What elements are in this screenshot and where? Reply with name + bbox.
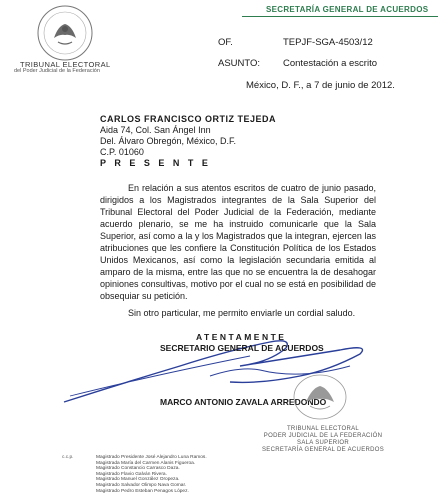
office-number-value: TEPJF-SGA-4503/12 — [283, 37, 373, 48]
cc-recipient: Magistrado Constancio Carrasco Daza. — [96, 466, 180, 472]
signer-name: MARCO ANTONIO ZAVALA ARREDONDO — [160, 397, 327, 407]
cc-recipient: Magistrada María del Carmen Alanis Figueroa. — [96, 460, 196, 466]
subject-value: Contestación a escrito — [283, 58, 377, 69]
address-line: Del. Álvaro Obregón, México, D.F. — [100, 136, 237, 146]
stamp-line: TRIBUNAL ELECTORAL — [286, 426, 360, 432]
cc-recipient: Magistrado Manuel González Oropeza. — [96, 477, 180, 483]
org-subtitle: del Poder Judicial de la Federación — [14, 68, 100, 74]
org-name: TRIBUNAL ELECTORAL — [20, 60, 111, 69]
recipient-address — [100, 114, 276, 169]
department-heading: SECRETARÍA GENERAL DE ACUERDOS — [266, 5, 429, 14]
cc-recipient: Magistrado Presidente José Alejandro Luna Ramos. — [96, 455, 207, 460]
office-number-label: OF. — [218, 37, 233, 48]
header-divider — [242, 16, 438, 17]
address-line: C.P. 01060 — [100, 147, 144, 157]
atentamente-label: ATENTAMENTE — [196, 332, 287, 342]
official-stamp-icon — [290, 372, 350, 422]
stamp-text — [262, 426, 384, 454]
document-date: México, D. F., a 7 de junio de 2012. — [246, 80, 395, 91]
salutation: P R E S E N T E — [100, 158, 211, 168]
body-paragraph: En relación a sus atentos escritos de cuatro de junio pasado, dirigidos a los Magistrados integrantes de la Sala Superior del Tribunal Electoral del Poder Judicial de la Federación, mediante acuerdo plenario, se me ha instruido comunicarle que la Sala Superior, así como a la y los Magistrados que la integran, ejercen las atribuciones que les confiere la Constitución Política de los Estados Unidos Mexicanos, así como la legislación secundaria emitida al amparo de la misma, entre las que no se encuentra la de desahogar opiniones consultivas, motivo por el cual no se está en posibilidad de obsequiar su petición. — [100, 183, 376, 301]
address-line: Aida 74, Col. San Ángel Inn — [100, 125, 211, 135]
cc-list — [96, 455, 207, 494]
tribunal-seal-icon — [36, 4, 94, 62]
stamp-line: SECRETARÍA GENERAL DE ACUERDOS — [262, 447, 385, 453]
cc-recipient: Magistrado Flavio Galván Rivera. — [96, 471, 167, 477]
signer-title: SECRETARIO GENERAL DE ACUERDOS — [160, 343, 324, 353]
cc-label: c.c.p. — [62, 455, 74, 460]
cc-recipient: Magistrado Pedro Esteban Penagos López. — [96, 488, 189, 494]
stamp-line: SALA SUPERIOR — [297, 440, 349, 446]
cc-recipient: Magistrado Salvador Olimpo Nava Gomar. — [96, 482, 187, 488]
closing-line: Sin otro particular, me permito enviarle un cordial saludo. — [128, 308, 356, 318]
recipient-name: CARLOS FRANCISCO ORTIZ TEJEDA — [100, 114, 277, 124]
stamp-line: PODER JUDICIAL DE LA FEDERACIÓN — [263, 433, 383, 439]
subject-label: ASUNTO: — [218, 58, 261, 69]
